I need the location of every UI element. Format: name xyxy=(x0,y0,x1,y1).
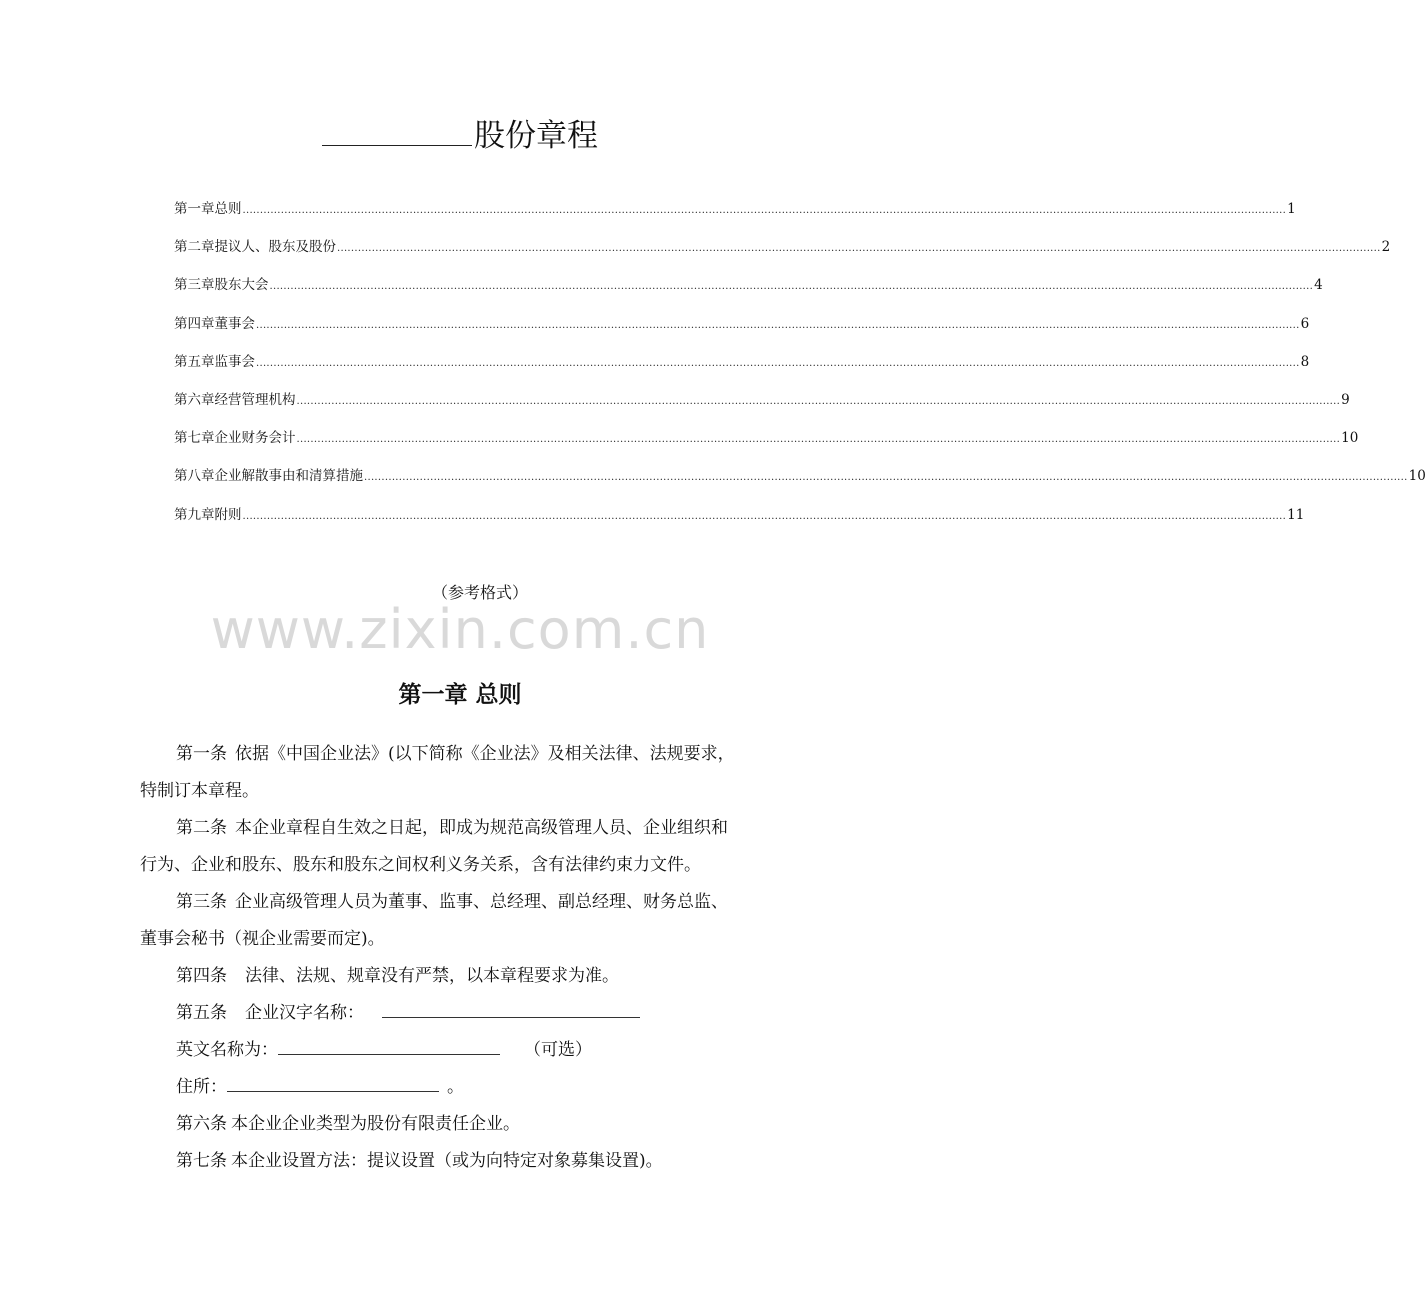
toc-leader: ............................................................................................................................................................................................................................................................................................................ xyxy=(256,357,1300,369)
article-label: 第四条 xyxy=(176,966,227,986)
article-label: 第三条 xyxy=(176,892,227,912)
reference-format-note: （参考格式） xyxy=(431,583,528,602)
toc-chapter-number: 第四章 xyxy=(174,315,215,332)
toc-chapter-number: 第一章 xyxy=(174,201,215,217)
toc-chapter-title: 提议人、股东及股份 xyxy=(214,239,336,256)
article-label: 第五条 xyxy=(176,1003,227,1023)
toc-chapter-number: 第六章 xyxy=(174,391,215,408)
toc-entry[interactable] xyxy=(174,273,1323,311)
toc-page-number: 4 xyxy=(1314,277,1323,294)
toc-entry[interactable] xyxy=(174,464,1426,502)
article-label: 第二条 xyxy=(176,818,227,838)
toc-page-number: 1 xyxy=(1287,201,1296,217)
toc-entry[interactable] xyxy=(174,388,1350,426)
toc-entry[interactable] xyxy=(174,350,1310,388)
article-text: 依据《中国企业法》(以下简称《企业法》及相关法律、法规要求， xyxy=(235,744,735,764)
article-text: 企业汉字名称： xyxy=(245,1003,364,1023)
toc-page-number: 8 xyxy=(1300,353,1310,370)
toc-page-number: 10 xyxy=(1408,468,1426,485)
toc-chapter-title: 总则 xyxy=(214,201,242,217)
toc-entry[interactable] xyxy=(174,235,1391,273)
toc-leader: ............................................................................................................................................................................................................................................................................................................ xyxy=(296,434,1341,446)
toc-leader: ............................................................................................................................................................................................................................................................................................................ xyxy=(242,510,1287,522)
toc-chapter-title: 企业财务会计 xyxy=(214,430,296,447)
toc-chapter-number: 第三章 xyxy=(174,277,215,294)
chapter-heading: 第一章 总则 xyxy=(398,682,522,708)
toc-chapter-number: 第八章 xyxy=(174,468,215,485)
toc-chapter-number: 第九章 xyxy=(174,506,215,523)
toc-chapter-title: 监事会 xyxy=(214,353,255,370)
toc-entry[interactable] xyxy=(174,312,1310,350)
article-6 xyxy=(140,1106,788,1143)
chinese-name-blank[interactable] xyxy=(382,997,640,1018)
article-3 xyxy=(140,884,788,958)
toc-chapter-title: 企业解散事由和清算措施 xyxy=(214,468,363,485)
toc-chapter-number: 第五章 xyxy=(174,353,215,370)
toc-entry[interactable] xyxy=(174,426,1359,464)
article-5 xyxy=(140,995,788,1106)
toc-leader: ............................................................................................................................................................................................................................................................................................................ xyxy=(337,243,1381,255)
toc-chapter-number: 第七章 xyxy=(174,430,215,447)
address-blank[interactable] xyxy=(227,1071,439,1092)
toc-leader: ............................................................................................................................................................................................................................................................................................................ xyxy=(256,319,1300,331)
toc-leader: ............................................................................................................................................................................................................................................................................................................ xyxy=(242,205,1287,216)
toc-chapter-title: 附则 xyxy=(214,506,242,523)
toc-page-number: 9 xyxy=(1341,391,1350,408)
site-watermark: www.zixin.com.cn xyxy=(210,598,710,661)
toc-chapter-title: 股东大会 xyxy=(214,277,269,294)
article-1 xyxy=(140,736,788,810)
article-text: 董事会秘书（视企业需要而定)。 xyxy=(140,929,385,949)
article-label: 第六条 xyxy=(176,1114,227,1134)
article-text: 企业高级管理人员为董事、监事、总经理、副总经理、财务总监、 xyxy=(235,892,728,912)
toc-chapter-title: 董事会 xyxy=(214,315,255,332)
toc-page-number: 10 xyxy=(1341,430,1359,447)
toc-leader: ............................................................................................................................................................................................................................................................................................................ xyxy=(296,395,1341,407)
article-text: 特制订本章程。 xyxy=(140,781,259,801)
article-text: 行为、企业和股东、股东和股东之间权利义务关系，含有法律约束力文件。 xyxy=(140,855,701,875)
chapter-body xyxy=(140,736,788,1180)
article-label: 第七条 xyxy=(176,1151,227,1171)
article-text: 本企业设置方法：提议设置（或为向特定对象募集设置)。 xyxy=(231,1151,663,1171)
table-of-contents xyxy=(174,197,1426,541)
optional-note: （可选） xyxy=(524,1040,592,1060)
article-2 xyxy=(140,810,788,884)
english-name-label: 英文名称为： xyxy=(176,1040,278,1060)
toc-entry[interactable] xyxy=(174,197,1296,235)
article-label: 第一条 xyxy=(176,744,227,764)
toc-page-number: 11 xyxy=(1287,506,1305,523)
toc-page-number: 6 xyxy=(1300,315,1310,332)
article-7 xyxy=(140,1143,788,1180)
toc-chapter-number: 第二章 xyxy=(174,239,215,256)
document-title-text: 股份章程 xyxy=(474,118,598,154)
english-name-blank[interactable] xyxy=(278,1034,500,1055)
company-name-blank xyxy=(322,121,472,146)
address-end: 。 xyxy=(447,1077,464,1097)
toc-chapter-title: 经营管理机构 xyxy=(214,391,296,408)
toc-leader: ............................................................................................................................................................................................................................................................................................................ xyxy=(364,472,1408,484)
article-text: 本企业企业类型为股份有限责任企业。 xyxy=(231,1114,520,1134)
document-title xyxy=(0,112,920,160)
toc-page-number: 2 xyxy=(1381,239,1391,256)
article-text: 本企业章程自生效之日起，即成为规范高级管理人员、企业组织和 xyxy=(235,818,728,838)
toc-entry[interactable] xyxy=(174,503,1305,541)
article-text: 法律、法规、规章没有严禁，以本章程要求为准。 xyxy=(245,966,619,986)
article-4 xyxy=(140,958,788,995)
address-label: 住所： xyxy=(176,1077,227,1097)
toc-leader: ............................................................................................................................................................................................................................................................................................................ xyxy=(269,281,1314,293)
